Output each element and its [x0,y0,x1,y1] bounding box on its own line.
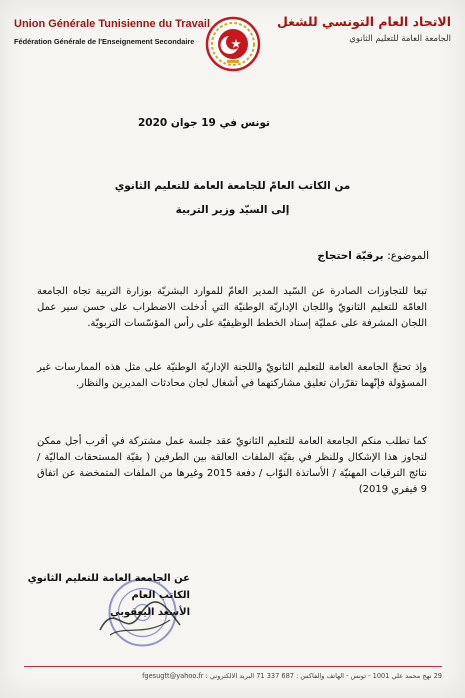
letter-sender: من الكاتب العامّ للجامعة العامة للتعليم الثانوي [114,180,351,192]
header-ar-union-name: الاتحاد العام التونسي للشغل [276,14,451,29]
header-fr-union-name: Union Générale Tunisienne du Travail [14,18,211,30]
signature-title: الكاتب العام [131,590,190,601]
letter-subject [317,250,429,262]
handwritten-signature-icon [95,595,185,645]
paragraph-3: كما تطلب منكم الجامعة العامة للتعليم الثانويّ عقد جلسة عمل مشتركة في أقرب أجل ممكن لتجاوز هذا الإشكال وللنظر في بقيّة الملفات العالقة بين الطرفين ( بقيّة المستحقات الماليّة / نتائج الترقيات المهنيّة / الأساتذة النوّاب / دفعة 2015 وغيرها من الملفات المتمخضة عن اتفاق 9 فيفري 2019) [37,436,427,495]
letter-recipient: إلى السيّد وزير التربية [175,204,290,216]
header-french [14,18,211,46]
subject-text: برقيّة احتجاج [317,250,384,262]
header-ar-federation-name: الجامعة العامة للتعليم الثانوي [349,34,451,44]
footer-divider [24,666,442,667]
paragraph-1: تبعا للتجاوزات الصادرة عن السّيد المدير العامّ للموارد البشريّة بوزارة التربية تجاه الجامعة العامّة للتعليم الثانويّ واللجان الإداريّة الوطنيّة التي أدخلت الاضطراب على حسن سير عمل اللجان المشرفة على عمليّة إسناد الخطط الوظيفيّة على رأس المؤسّسات التربويّة. [37,286,427,329]
ugtt-logo-icon [205,16,261,72]
header-fr-federation-name: Fédération Générale de l'Enseignement Secondaire [14,37,195,46]
signature-org: عن الجامعة العامة للتعليم الثانوي [27,573,190,584]
signature-name: الأسعد اليعقوبي [110,607,190,618]
footer-address: 29 نهج محمد علي 1001 - تونس - الهاتف والفاكس : 687 337 71 البريد الالكتروني : fgesugtt@yahoo.fr [142,672,442,680]
header-arabic [261,14,451,44]
subject-label: الموضوع: [387,250,429,262]
paragraph-2: وإذ تحتجّ الجامعة العامة للتعليم الثانويّ واللجنة الإداريّة الوطنيّة على مثل هذه الممارسات غير المسؤولة فإنّهما تقرّران تعليق مشاركتهما في أشغال لجان محادثات المديرين والنظار. [37,362,427,389]
letter-date: تونس في 19 جوان 2020 [137,117,270,129]
